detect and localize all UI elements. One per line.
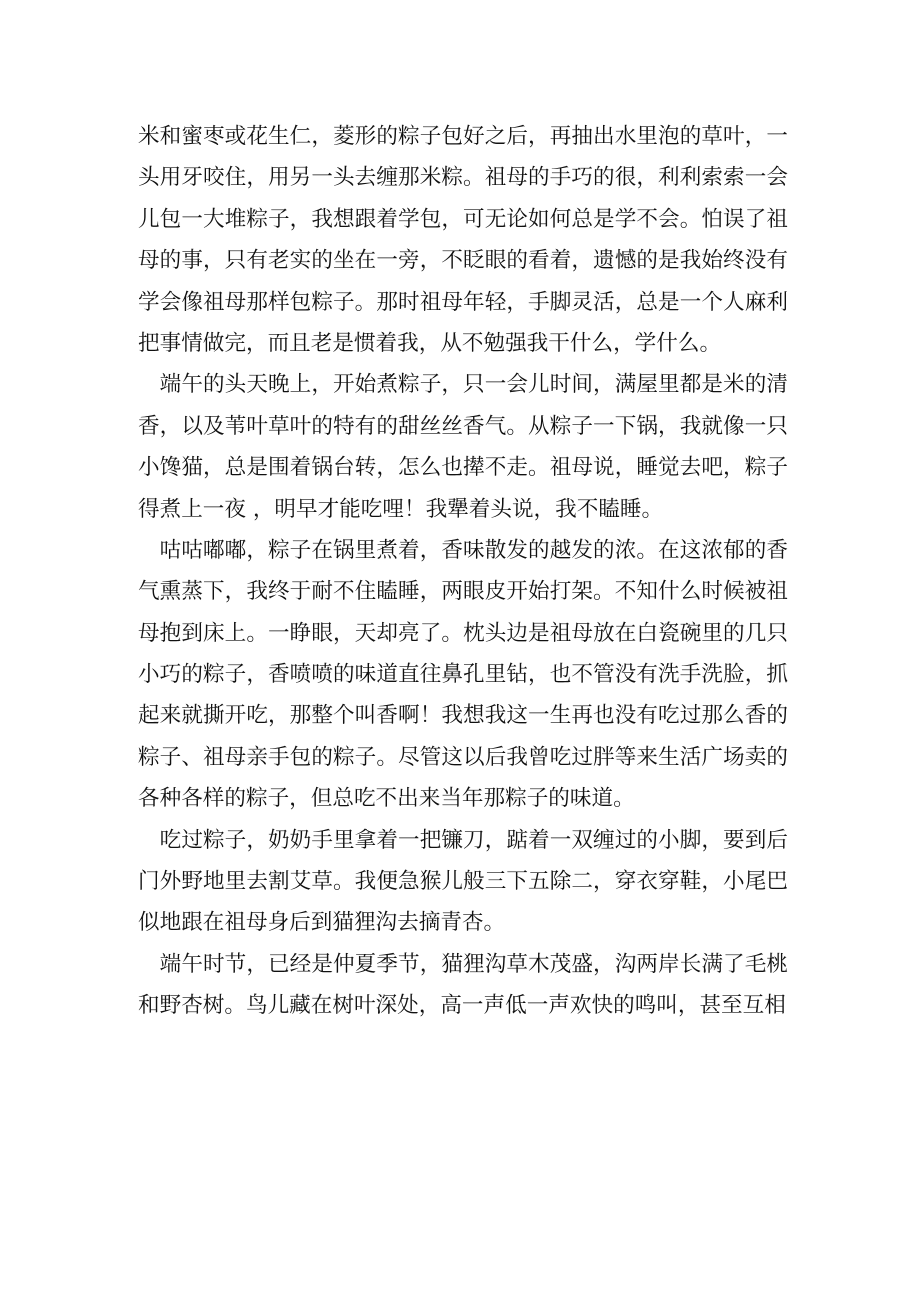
text-line: 起来就撕开吃，那整个叫香啊！我想我这一生再也没有吃过那么香的: [138, 703, 788, 729]
paragraph: [138, 820, 788, 944]
text-line: 头用牙咬住，用另一头去缠那米粽。祖母的手巧的很，利利索索一会: [138, 165, 788, 191]
text-line: 似地跟在祖母身后到猫狸沟去摘青杏。: [138, 910, 506, 936]
text-line: 米和蜜枣或花生仁，菱形的粽子包好之后，再抽出水里泡的草叶，一: [138, 124, 788, 149]
text-line: 小馋猫，总是围着锅台转，怎么也撵不走。祖母说，睡觉去吧，粽子: [138, 455, 788, 481]
text-line: 香，以及苇叶草叶的特有的甜丝丝香气。从粽子一下锅，我就像一只: [138, 413, 788, 439]
document-body: [138, 116, 788, 1027]
text-line: 儿包一大堆粽子，我想跟着学包，可无论如何总是学不会。怕误了祖: [138, 206, 788, 232]
paragraph: [138, 116, 788, 364]
paragraph: [138, 944, 788, 1027]
text-line: 门外野地里去割艾草。我便急猴儿般三下五除二，穿衣穿鞋，小尾巴: [138, 869, 788, 895]
text-line: 吃过粽子，奶奶手里拿着一把镰刀，踮着一双缠过的小脚，要到后: [138, 827, 788, 853]
text-line: 气熏蒸下，我终于耐不住瞌睡，两眼皮开始打架。不知什么时候被祖: [138, 579, 788, 605]
text-line: 和野杏树。鸟儿藏在树叶深处，高一声低一声欢快的鸣叫，甚至互相: [138, 993, 786, 1019]
text-line: 学会像祖母那样包粽子。那时祖母年轻，手脚灵活，总是一个人麻利: [138, 289, 788, 315]
text-line: 粽子、祖母亲手包的粽子。尽管这以后我曾吃过胖等来生活广场卖的: [138, 744, 788, 770]
text-line: 小巧的粽子，香喷喷的味道直往鼻孔里钻，也不管没有洗手洗脸，抓: [138, 662, 788, 688]
paragraph: [138, 530, 788, 820]
text-line: 母抱到床上。一睁眼，天却亮了。枕头边是祖母放在白瓷碗里的几只: [138, 620, 788, 646]
text-line: 把事情做完，而且老是惯着我，从不勉强我干什么，学什么。: [138, 330, 722, 356]
text-line: 咕咕嘟嘟，粽子在锅里煮着，香味散发的越发的浓。在这浓郁的香: [138, 537, 788, 563]
text-line: 各种各样的粽子，但总吃不出来当年那粽子的味道。: [138, 786, 635, 812]
text-line: 得煮上一夜 ，明早才能吃哩！我犟着头说，我不瞌睡。: [138, 496, 664, 522]
paragraph: [138, 364, 788, 530]
text-line: 端午时节，已经是仲夏季节，猫狸沟草木茂盛，沟两岸长满了毛桃: [138, 951, 788, 977]
text-line: 端午的头天晚上，开始煮粽子，只一会儿时间，满屋里都是米的清: [138, 372, 788, 398]
text-line: 母的事，只有老实的坐在一旁，不眨眼的看着，遗憾的是我始终没有: [138, 248, 788, 274]
